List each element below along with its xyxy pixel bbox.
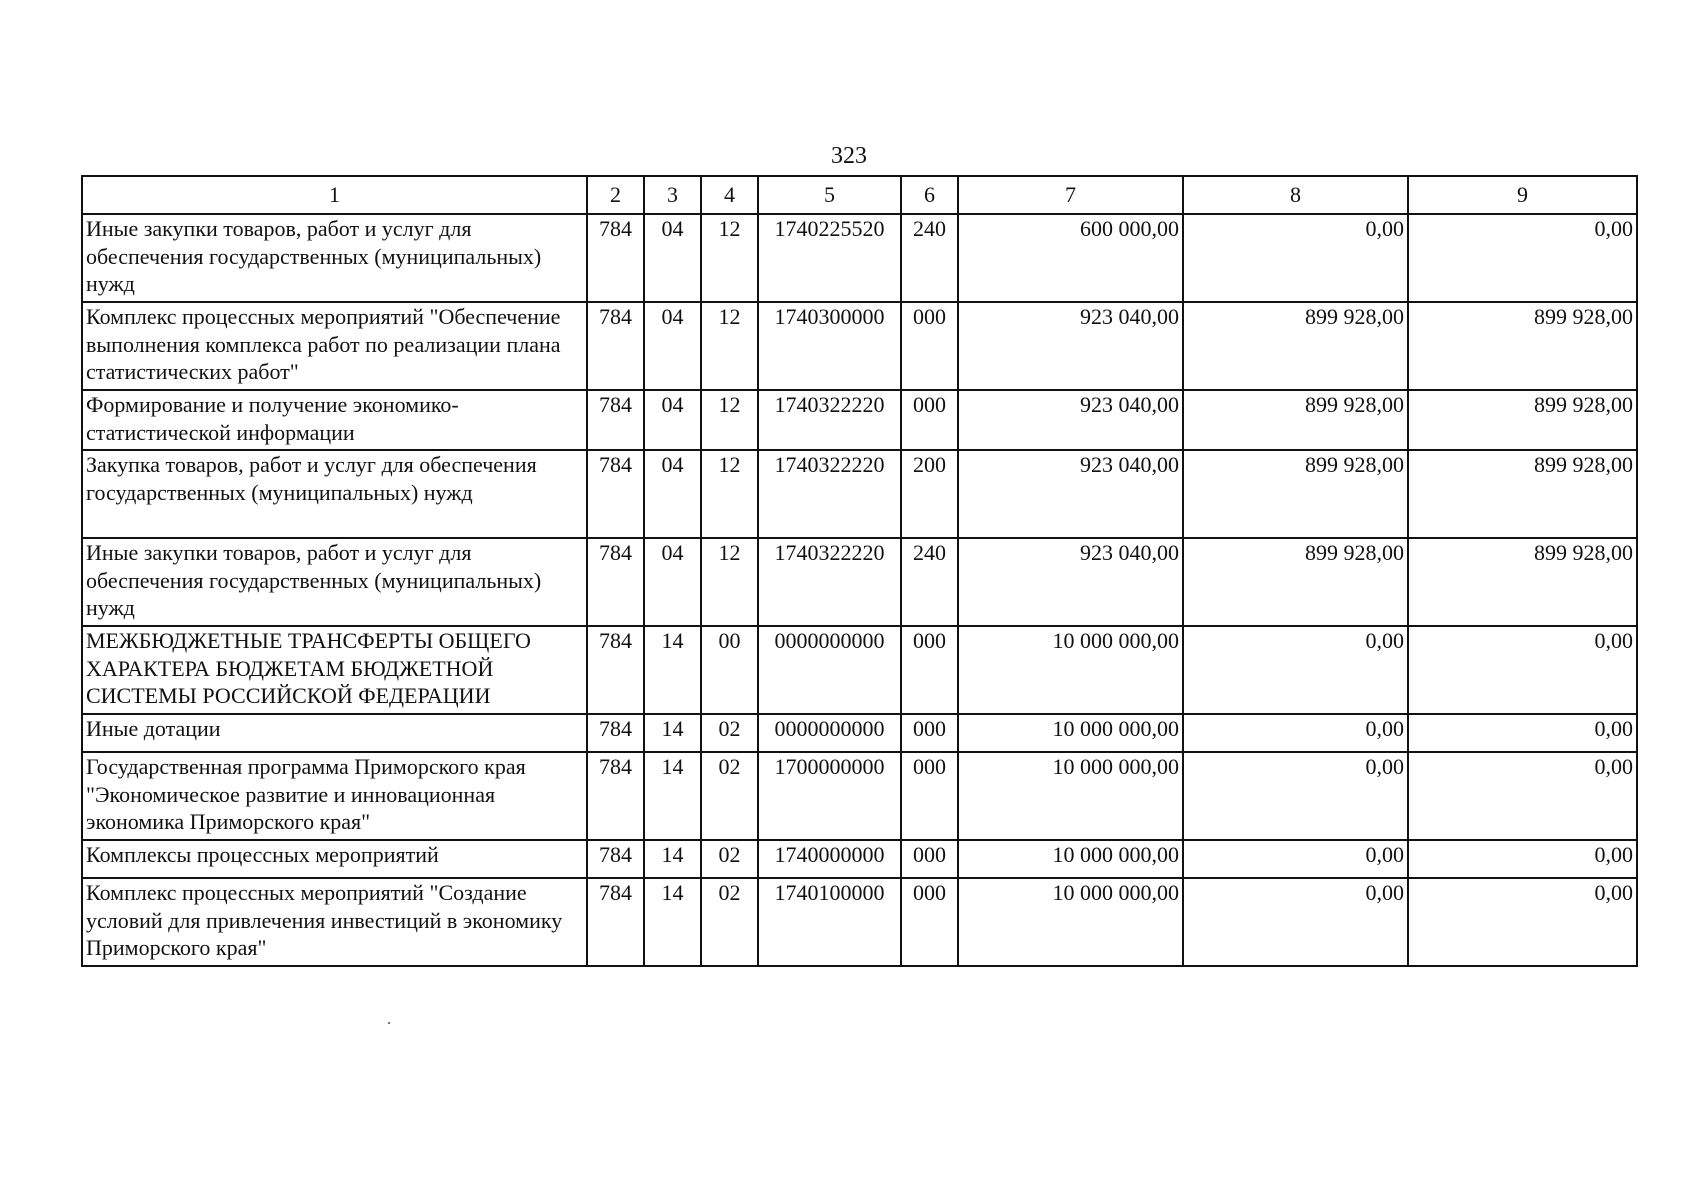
cell-target-article: 1740322220 bbox=[758, 450, 901, 538]
cell-expense-type: 240 bbox=[901, 538, 958, 626]
cell-admin-code: 784 bbox=[587, 302, 644, 390]
budget-table bbox=[81, 175, 1638, 967]
cell-admin-code: 784 bbox=[587, 878, 644, 966]
row-name: Комплексы процессных мероприятий bbox=[82, 840, 587, 878]
cell-amount-col8: 899 928,00 bbox=[1183, 538, 1408, 626]
table-row bbox=[82, 714, 1637, 752]
row-name: Комплекс процессных мероприятий "Создание условий для привлечения инвестиций в экономику Приморского края" bbox=[82, 878, 587, 966]
column-header: 3 bbox=[644, 176, 701, 214]
table-row bbox=[82, 538, 1637, 626]
column-header: 1 bbox=[82, 176, 587, 214]
cell-amount-col9: 0,00 bbox=[1408, 214, 1637, 302]
table-row bbox=[82, 302, 1637, 390]
cell-expense-type: 000 bbox=[901, 878, 958, 966]
row-name: Закупка товаров, работ и услуг для обеспечения государственных (муниципальных) нужд bbox=[82, 450, 587, 538]
cell-subsection: 00 bbox=[701, 626, 758, 714]
cell-amount-col8: 899 928,00 bbox=[1183, 302, 1408, 390]
table-row bbox=[82, 214, 1637, 302]
cell-section: 14 bbox=[644, 840, 701, 878]
column-header: 9 bbox=[1408, 176, 1637, 214]
cell-amount-col9: 0,00 bbox=[1408, 626, 1637, 714]
cell-section: 04 bbox=[644, 302, 701, 390]
cell-admin-code: 784 bbox=[587, 626, 644, 714]
scan-speck bbox=[388, 1022, 390, 1024]
header-row bbox=[82, 176, 1637, 214]
cell-expense-type: 000 bbox=[901, 390, 958, 450]
cell-amount-col7: 923 040,00 bbox=[958, 390, 1183, 450]
cell-subsection: 12 bbox=[701, 214, 758, 302]
table-row bbox=[82, 878, 1637, 966]
cell-amount-col9: 0,00 bbox=[1408, 840, 1637, 878]
cell-section: 14 bbox=[644, 626, 701, 714]
cell-amount-col8: 899 928,00 bbox=[1183, 390, 1408, 450]
cell-target-article: 1740300000 bbox=[758, 302, 901, 390]
cell-target-article: 1740000000 bbox=[758, 840, 901, 878]
cell-amount-col9: 899 928,00 bbox=[1408, 450, 1637, 538]
cell-section: 04 bbox=[644, 538, 701, 626]
cell-target-article: 1740322220 bbox=[758, 538, 901, 626]
page-number: 323 bbox=[831, 143, 867, 169]
cell-amount-col9: 0,00 bbox=[1408, 752, 1637, 840]
cell-section: 04 bbox=[644, 214, 701, 302]
cell-subsection: 02 bbox=[701, 752, 758, 840]
cell-target-article: 1740100000 bbox=[758, 878, 901, 966]
cell-subsection: 12 bbox=[701, 538, 758, 626]
cell-amount-col8: 899 928,00 bbox=[1183, 450, 1408, 538]
cell-admin-code: 784 bbox=[587, 538, 644, 626]
cell-amount-col9: 0,00 bbox=[1408, 714, 1637, 752]
cell-section: 14 bbox=[644, 752, 701, 840]
row-name: МЕЖБЮДЖЕТНЫЕ ТРАНСФЕРТЫ ОБЩЕГО ХАРАКТЕРА БЮДЖЕТАМ БЮДЖЕТНОЙ СИСТЕМЫ РОССИЙСКОЙ ФЕДЕРАЦИИ bbox=[82, 626, 587, 714]
cell-amount-col8: 0,00 bbox=[1183, 214, 1408, 302]
cell-expense-type: 000 bbox=[901, 714, 958, 752]
cell-admin-code: 784 bbox=[587, 390, 644, 450]
cell-amount-col7: 10 000 000,00 bbox=[958, 626, 1183, 714]
cell-target-article: 0000000000 bbox=[758, 626, 901, 714]
table-row bbox=[82, 840, 1637, 878]
column-header: 5 bbox=[758, 176, 901, 214]
table-row bbox=[82, 390, 1637, 450]
row-name: Государственная программа Приморского края "Экономическое развитие и инновационная экономика Приморского края" bbox=[82, 752, 587, 840]
cell-amount-col8: 0,00 bbox=[1183, 878, 1408, 966]
cell-amount-col7: 10 000 000,00 bbox=[958, 878, 1183, 966]
cell-expense-type: 000 bbox=[901, 752, 958, 840]
table-row bbox=[82, 626, 1637, 714]
cell-target-article: 0000000000 bbox=[758, 714, 901, 752]
cell-amount-col8: 0,00 bbox=[1183, 714, 1408, 752]
cell-amount-col9: 899 928,00 bbox=[1408, 390, 1637, 450]
cell-amount-col7: 10 000 000,00 bbox=[958, 714, 1183, 752]
cell-section: 04 bbox=[644, 390, 701, 450]
cell-subsection: 02 bbox=[701, 840, 758, 878]
row-name: Иные закупки товаров, работ и услуг для обеспечения государственных (муниципальных) нужд bbox=[82, 538, 587, 626]
cell-amount-col7: 923 040,00 bbox=[958, 538, 1183, 626]
cell-expense-type: 240 bbox=[901, 214, 958, 302]
table-row bbox=[82, 450, 1637, 538]
cell-amount-col7: 923 040,00 bbox=[958, 302, 1183, 390]
cell-admin-code: 784 bbox=[587, 214, 644, 302]
cell-subsection: 12 bbox=[701, 302, 758, 390]
row-name: Иные закупки товаров, работ и услуг для обеспечения государственных (муниципальных) нужд bbox=[82, 214, 587, 302]
cell-amount-col7: 10 000 000,00 bbox=[958, 840, 1183, 878]
cell-subsection: 02 bbox=[701, 714, 758, 752]
cell-target-article: 1740225520 bbox=[758, 214, 901, 302]
cell-section: 04 bbox=[644, 450, 701, 538]
cell-admin-code: 784 bbox=[587, 840, 644, 878]
cell-admin-code: 784 bbox=[587, 450, 644, 538]
cell-amount-col7: 923 040,00 bbox=[958, 450, 1183, 538]
cell-expense-type: 000 bbox=[901, 626, 958, 714]
cell-subsection: 12 bbox=[701, 390, 758, 450]
column-header: 7 bbox=[958, 176, 1183, 214]
cell-subsection: 02 bbox=[701, 878, 758, 966]
cell-target-article: 1700000000 bbox=[758, 752, 901, 840]
column-header: 2 bbox=[587, 176, 644, 214]
cell-amount-col9: 899 928,00 bbox=[1408, 302, 1637, 390]
cell-expense-type: 000 bbox=[901, 840, 958, 878]
cell-amount-col8: 0,00 bbox=[1183, 626, 1408, 714]
cell-admin-code: 784 bbox=[587, 752, 644, 840]
cell-amount-col9: 899 928,00 bbox=[1408, 538, 1637, 626]
cell-amount-col7: 10 000 000,00 bbox=[958, 752, 1183, 840]
row-name: Комплекс процессных мероприятий "Обеспечение выполнения комплекса работ по реализации плана статистических работ" bbox=[82, 302, 587, 390]
cell-expense-type: 200 bbox=[901, 450, 958, 538]
cell-subsection: 12 bbox=[701, 450, 758, 538]
cell-amount-col9: 0,00 bbox=[1408, 878, 1637, 966]
table-row bbox=[82, 752, 1637, 840]
cell-section: 14 bbox=[644, 878, 701, 966]
cell-expense-type: 000 bbox=[901, 302, 958, 390]
column-header: 6 bbox=[901, 176, 958, 214]
cell-amount-col7: 600 000,00 bbox=[958, 214, 1183, 302]
row-name: Иные дотации bbox=[82, 714, 587, 752]
cell-amount-col8: 0,00 bbox=[1183, 840, 1408, 878]
column-header: 4 bbox=[701, 176, 758, 214]
column-header: 8 bbox=[1183, 176, 1408, 214]
cell-admin-code: 784 bbox=[587, 714, 644, 752]
cell-amount-col8: 0,00 bbox=[1183, 752, 1408, 840]
cell-target-article: 1740322220 bbox=[758, 390, 901, 450]
row-name: Формирование и получение экономико-статистической информации bbox=[82, 390, 587, 450]
cell-section: 14 bbox=[644, 714, 701, 752]
